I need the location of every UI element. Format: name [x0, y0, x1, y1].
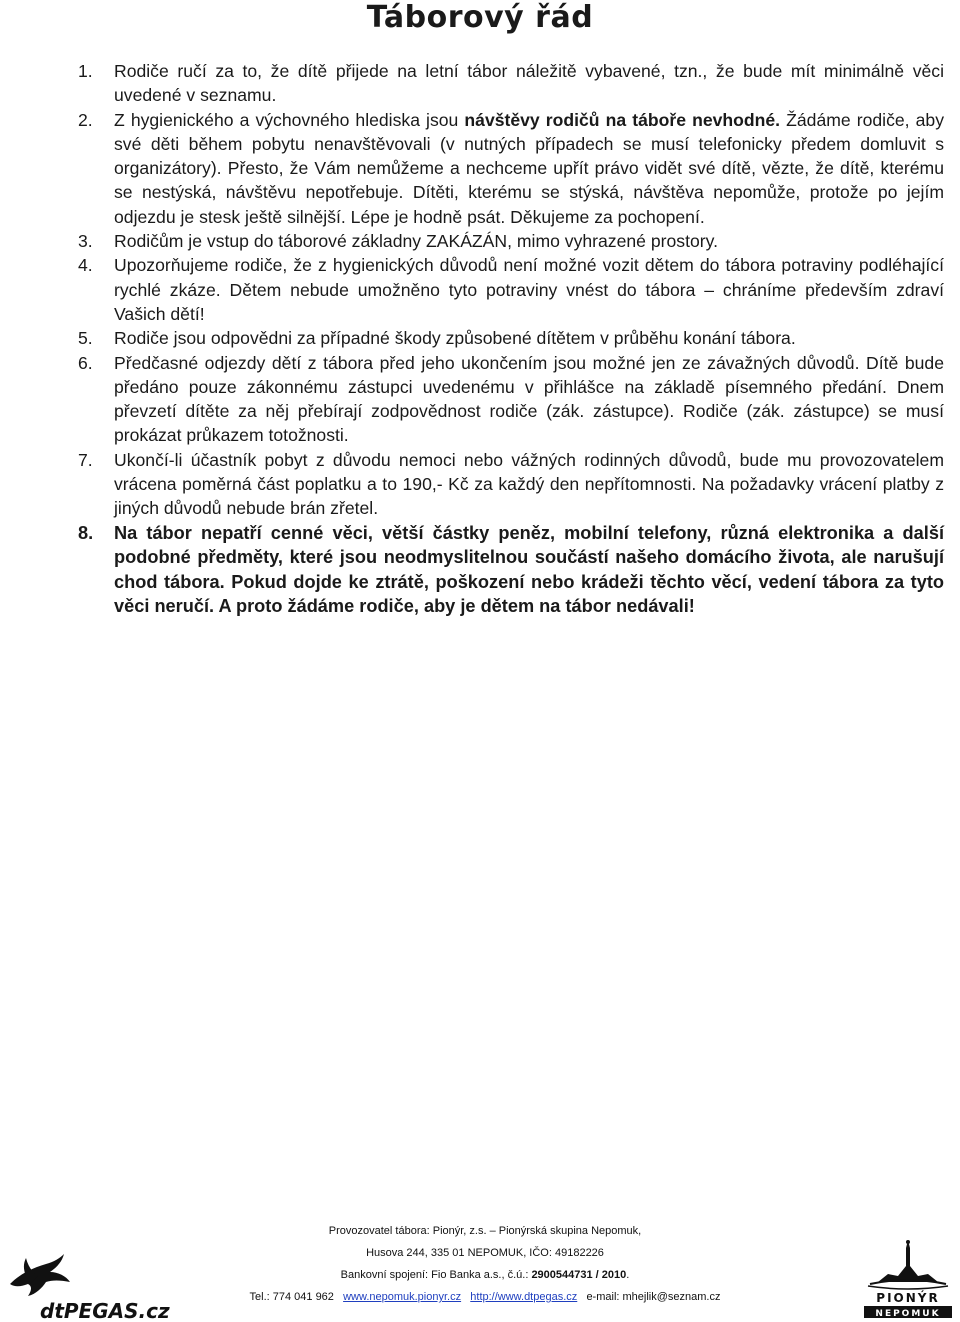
logo-text-bottom: NEPOMUK	[875, 1309, 941, 1319]
rule-text: Z hygienického a výchovného hlediska jsou	[114, 109, 465, 130]
bank-line	[230, 1270, 740, 1292]
footer	[0, 1226, 960, 1320]
pionyr-nepomuk-logo	[858, 1236, 958, 1320]
rule-number: 3.	[78, 231, 93, 252]
logo-text-top: PIONÝR	[876, 1291, 940, 1305]
pegas-logo	[2, 1254, 170, 1322]
rule-number: 2.	[78, 109, 93, 130]
rule-text-emphasis: návštěvy rodičů na táboře nevhodné.	[464, 109, 781, 130]
phone-number: Tel.: 774 041 962	[249, 1291, 334, 1303]
address-line: Husova 244, 335 01 NEPOMUK, IČO: 49182226	[366, 1247, 604, 1259]
rule-item	[70, 108, 944, 229]
rule-item	[70, 351, 944, 448]
rule-item	[70, 59, 944, 108]
rule-item	[70, 253, 944, 326]
rule-text: Rodičům je vstup do táborové základny ZAKÁZÁN, mimo vyhrazené prostory.	[114, 231, 718, 252]
rule-text: Upozorňujeme rodiče, že z hygienických důvodů není možné vozit dětem do tábora potraviny podléhající rychlé zkáze. Dětem nebude umožněno tyto potraviny vnést do tábora – chráníme především zdraví Vašich dětí!	[114, 255, 944, 324]
footer-contact	[230, 1226, 740, 1314]
rule-number: 4.	[78, 255, 93, 276]
rules-list	[70, 59, 944, 619]
rule-text: Ukončí-li účastník pobyt z důvodu nemoci nebo vážných rodinných důvodů, bude mu provozovatelem vrácena poměrná část poplatku a to 190,- Kč za každý den nepřítomnosti. Na požadavky vrácení platby z jiných důvodů nebude brán zřetel.	[114, 449, 944, 519]
pionyr-website-link[interactable]: www.nepomuk.pionyr.cz	[343, 1291, 462, 1303]
rule-number: 1.	[78, 61, 93, 81]
rule-text: Žádáme rodiče, aby své děti během pobytu nenavštěvovali (v nutných případech se musí telefonicky předem domluvit s organizátory). Přesto, že Vám nemůžeme a nechceme upřít právo vidět své dítě, vězte, že dítě, kterému se nestýská, návštěvu nepotřebuje. Dítěti, kterému se stýská, návštěva nepomůže, protože po jejím odjezdu je stesk ještě silnější. Lépe je hodně psát. Děkujeme za pochopení.	[114, 109, 944, 227]
rule-item	[70, 229, 944, 253]
email-address: e-mail: mhejlik@seznam.cz	[586, 1291, 721, 1303]
logo-text: dtPEGAS.cz	[40, 1299, 170, 1322]
rule-text: Rodiče ručí za to, že dítě přijede na letní tábor náležitě vybavené, tzn., že bude mít minimálně věci uvedené v seznamu.	[114, 61, 944, 106]
rule-text: Na tábor nepatří cenné věci, větší částky peněz, mobilní telefony, různá elektronika a další podobné předměty, které jsou neodmyslitelnou součástí našeho domácího života, ale narušují chod tábora. Pokud dojde ke ztrátě, poškození nebo krádeži těchto věcí, vedení tábora za tyto věci neručí. A proto žádáme rodiče, aby je dětem na tábor nedávali!	[114, 522, 944, 617]
rule-number: 8.	[78, 522, 94, 543]
bank-suffix: .	[626, 1269, 630, 1281]
rule-number: 5.	[78, 328, 93, 349]
rule-text: Předčasné odjezdy dětí z tábora před jeho ukončením jsou možné jen ze závažných důvodů. Dítě bude předáno pouze zákonnému zástupci uvedenému v přihlášce na základě písemného předání. Dnem převzetí dítěte za něj přebírají zodpovědnost rodiče (zák. zástupce). Rodiče (zák. zástupce) se musí prokázat průkazem totožnosti.	[114, 352, 944, 446]
bank-account: 2900544731 / 2010	[531, 1269, 627, 1281]
rule-item	[70, 448, 944, 521]
rule-item	[70, 326, 944, 350]
rule-number: 6.	[78, 352, 93, 373]
contact-line	[230, 1292, 740, 1314]
operator-line: Provozovatel tábora: Pionýr, z.s. – Pionýrská skupina Nepomuk,	[328, 1225, 642, 1237]
dtpegas-website-link[interactable]: http://www.dtpegas.cz	[470, 1291, 578, 1303]
page-title: Táborový řád	[366, 0, 594, 35]
rule-text: Rodiče jsou odpovědni za případné škody způsobené dítětem v průběhu konání tábora.	[114, 328, 796, 349]
rule-item	[70, 521, 944, 619]
bank-prefix: Bankovní spojení: Fio Banka a.s., č.ú.:	[340, 1269, 532, 1281]
rule-number: 7.	[78, 449, 93, 470]
